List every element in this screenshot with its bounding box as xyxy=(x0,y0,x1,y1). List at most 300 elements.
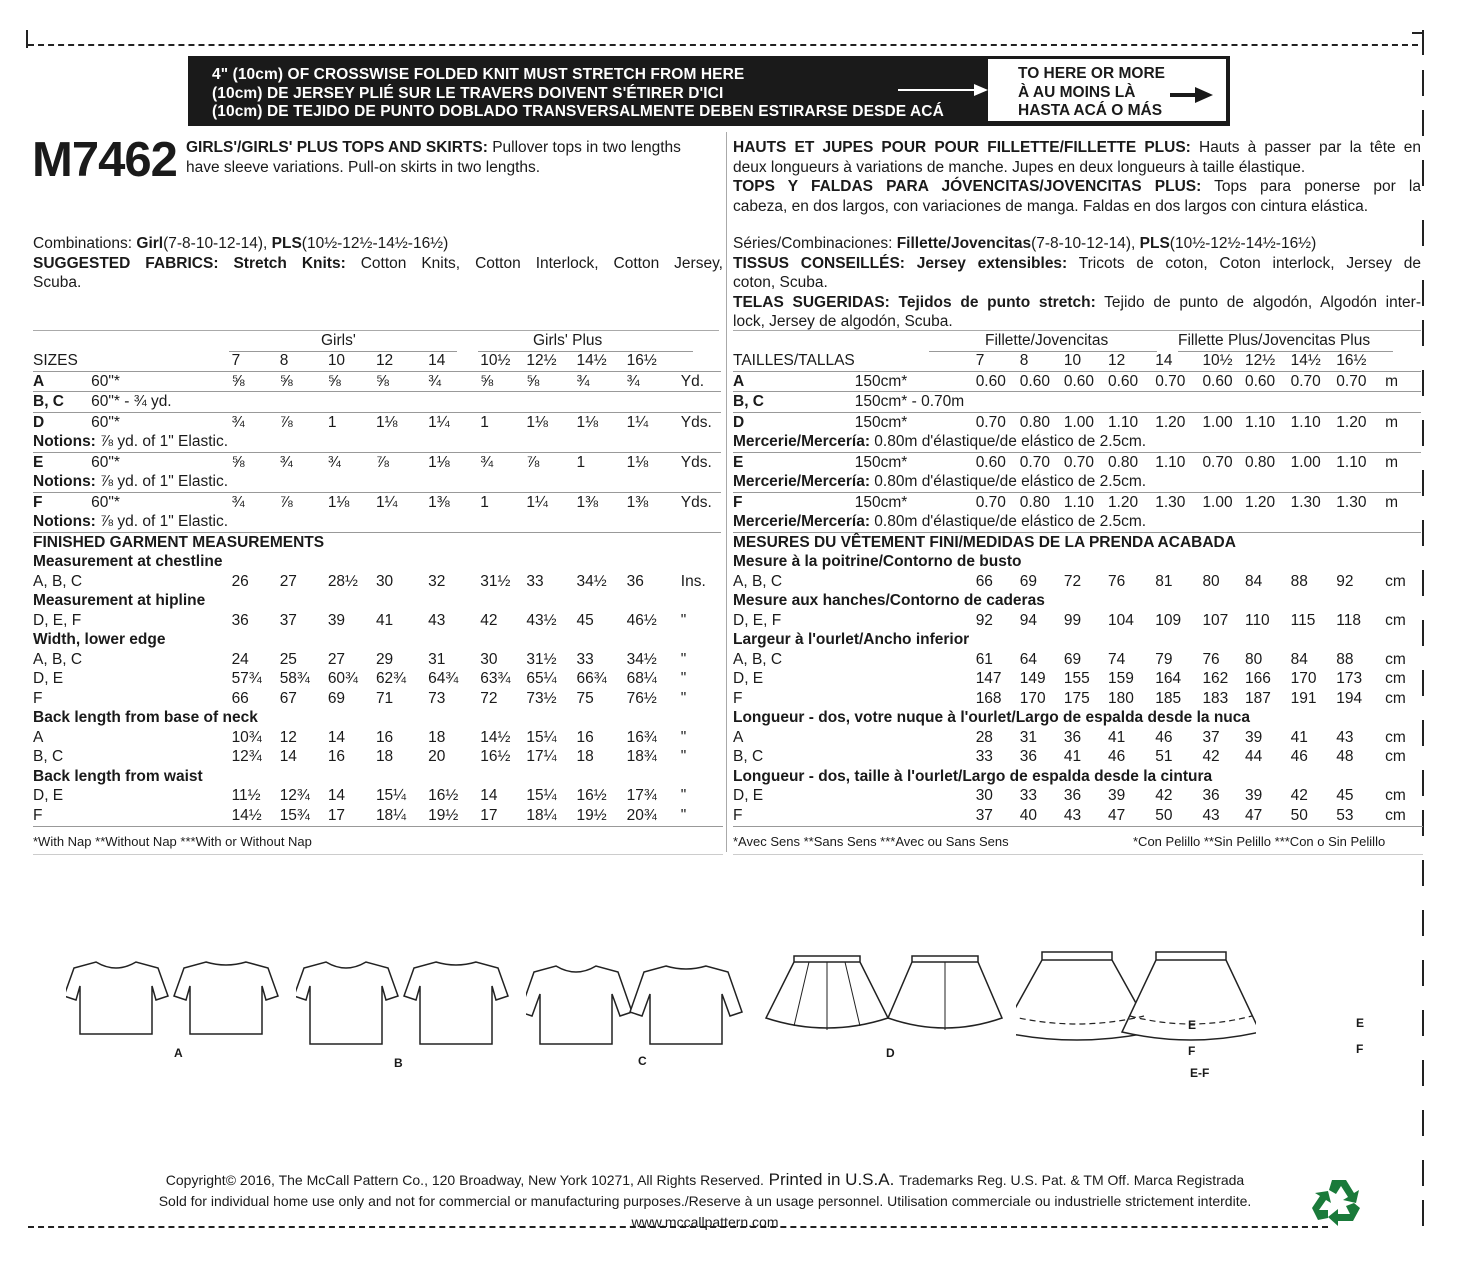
table-row xyxy=(733,689,1421,709)
table-cell: 107 xyxy=(1202,611,1229,629)
view-label-e: E xyxy=(1188,1018,1197,1032)
table-row xyxy=(33,412,721,432)
fr-fabrics-title: TISSUS CONSEILLÉS: Jersey extensibles: xyxy=(733,254,1068,272)
table-cell: F xyxy=(33,806,43,824)
table-cell: ¾ xyxy=(280,452,328,472)
table-cell: 18¼ xyxy=(375,806,407,824)
notions-label: Notions: xyxy=(33,473,96,490)
table-cell: " xyxy=(680,650,687,668)
table-row xyxy=(33,630,721,650)
en-fabrics: Cotton Knits, Cotton Interlock, Cotton Jersey, xyxy=(345,254,723,272)
table-cell: ⅞ xyxy=(280,412,328,432)
en-yardage-table xyxy=(33,351,721,825)
table-cell: 12 xyxy=(279,728,297,746)
size-header: 7 xyxy=(231,352,241,369)
notions-label: Notions: xyxy=(33,433,96,450)
table-cell: 1¼ xyxy=(627,412,681,432)
table-cell: 45 xyxy=(576,611,594,629)
table-cell: 76 xyxy=(1107,572,1126,590)
table-cell: 149 xyxy=(1019,670,1046,687)
cut-tick xyxy=(1422,420,1424,446)
table-row xyxy=(733,806,1421,826)
table-cell: ¾ xyxy=(480,452,526,472)
notions-text: ⅞ yd. of 1" Elastic. xyxy=(95,473,229,490)
gauge-line-fr: (10cm) DE JERSEY PLIÉ SUR LE TRAVERS DOIVENT S'ÉTIRER D'ICI xyxy=(212,84,724,102)
table-cell: 39 xyxy=(327,611,346,629)
table-cell: cm xyxy=(1385,572,1406,590)
table-cell: 47 xyxy=(1107,806,1126,824)
table-row xyxy=(733,572,1421,592)
table-cell: 88 xyxy=(1336,650,1354,668)
cut-tick xyxy=(1422,810,1424,836)
table-cell: F xyxy=(33,689,43,707)
size-header: 7 xyxy=(975,352,985,369)
table-cell: Yd. xyxy=(681,371,721,392)
table-cell: 76 xyxy=(1202,650,1220,668)
table-cell: 36 xyxy=(626,572,644,590)
es-fabrics-line2: lock, Jersey de algodón, Scuba. xyxy=(733,313,953,330)
table-cell: 36 xyxy=(1063,728,1082,746)
table-cell: 1¼ xyxy=(526,492,576,512)
table-cell: 74 xyxy=(1107,650,1126,668)
gauge-target-fr: À AU MOINS LÀ xyxy=(1018,83,1136,101)
pattern-number: M7462 xyxy=(32,133,177,187)
table-cell: 45 xyxy=(1336,787,1354,804)
table-cell: D, E xyxy=(733,670,764,687)
table-cell: 118 xyxy=(1336,611,1361,629)
table-cell: 17 xyxy=(327,806,346,824)
table-cell: 166 xyxy=(1244,670,1271,687)
table-cell: 31½ xyxy=(526,650,557,668)
combos-label: Combinations: xyxy=(33,235,137,252)
table-cell: 94 xyxy=(1019,611,1038,629)
table-cell: m xyxy=(1385,452,1421,472)
table-cell: D, E, F xyxy=(733,611,782,629)
table-cell: 16 xyxy=(375,728,394,746)
table-cell: 84 xyxy=(1290,650,1308,668)
fr-title-rest: Hauts à passer par la tête en xyxy=(1190,139,1421,156)
table-cell: 39 xyxy=(1244,728,1263,746)
table-row xyxy=(733,767,1421,787)
view-a-drawings xyxy=(66,956,286,1046)
table-cell: 150cm* xyxy=(855,371,976,392)
table-cell: 170 xyxy=(1290,670,1317,687)
table-cell: 18 xyxy=(375,748,394,765)
table-cell: 18 xyxy=(576,748,594,765)
top-front-c xyxy=(526,966,632,1044)
table-cell: 1⅛ xyxy=(526,412,576,432)
cut-tick xyxy=(1422,570,1424,596)
table-cell: 84 xyxy=(1244,572,1263,590)
notions-label: Mercerie/Mercería: xyxy=(733,473,870,490)
table-cell: 1.10 xyxy=(1291,412,1337,432)
gauge-line-es: (10cm) DE TEJIDO DE PUNTO DOBLADO TRANSVERSALMENTE DEBEN ESTIRARSE DESDE ACÁ xyxy=(212,103,944,120)
table-cell: 67 xyxy=(279,689,297,707)
table-head-row xyxy=(33,351,721,371)
table-cell: 33 xyxy=(1019,787,1038,804)
table-cell: 11½ xyxy=(231,787,261,804)
table-cell: 0.70 xyxy=(1202,452,1245,472)
table-row xyxy=(733,532,1421,552)
table-cell: 42 xyxy=(1155,787,1173,804)
table-cell: 60"* xyxy=(91,371,231,392)
table-cell: 47 xyxy=(1244,806,1263,824)
size-header: 8 xyxy=(279,352,289,369)
footnote-rule xyxy=(33,826,723,827)
gauge-line-en: 4" (10cm) OF CROSSWISE FOLDED KNIT MUST STRETCH FROM HERE xyxy=(212,66,745,83)
es-footnote: *Con Pelillo **Sin Pelillo ***Con o Sin Pelillo xyxy=(1133,834,1386,849)
measurement-heading: Longueur - dos, votre nuque à l'ourlet/Largo de espalda desde la nuca xyxy=(733,709,1250,726)
table-row xyxy=(733,669,1421,689)
table-cell: 150cm* xyxy=(855,412,976,432)
table-cell: ¾ xyxy=(232,492,280,512)
table-cell: 72 xyxy=(480,689,498,707)
table-cell: 32 xyxy=(428,572,446,590)
table-cell: 43 xyxy=(428,611,446,629)
table-cell: 10¾ xyxy=(231,728,262,746)
table-cell: 60"* xyxy=(91,452,231,472)
table-cell: 1.00 xyxy=(1202,492,1245,512)
size-header: 14 xyxy=(428,352,446,369)
table-cell: " xyxy=(680,689,687,707)
combos-pls-sizes: (10½-12½-14½-16½) xyxy=(301,235,449,252)
table-cell: B, C xyxy=(733,748,764,765)
cut-tick xyxy=(1422,770,1424,796)
table-row xyxy=(33,786,721,806)
table-cell: ⅝ xyxy=(328,371,376,392)
size-header: 14½ xyxy=(1290,352,1321,369)
table-cell: 36 xyxy=(1019,748,1038,765)
table-cell: 1 xyxy=(480,492,526,512)
table-cell: 14 xyxy=(327,728,346,746)
table-cell: B, C xyxy=(733,392,855,413)
table-cell: cm xyxy=(1385,748,1406,765)
table-cell: 68¼ xyxy=(626,670,657,687)
table-cell: 41 xyxy=(1107,728,1126,746)
cut-tick xyxy=(1422,280,1424,306)
cut-tick xyxy=(1422,1160,1424,1186)
table-cell: " xyxy=(680,728,687,746)
table-cell: 26 xyxy=(231,572,249,590)
table-cell: 27 xyxy=(279,572,297,590)
table-cell: cm xyxy=(1385,650,1406,668)
table-cell: 19½ xyxy=(576,806,607,824)
table-cell: D xyxy=(733,412,855,432)
table-cell: 24 xyxy=(231,650,249,668)
top-back-c xyxy=(630,966,742,1044)
notions-label: Mercerie/Mercería: xyxy=(733,513,870,530)
table-cell: cm xyxy=(1385,728,1406,746)
notions-text: ⅞ yd. of 1" Elastic. xyxy=(95,513,229,530)
table-cell: 170 xyxy=(1019,689,1046,707)
table-cell: 57¾ xyxy=(231,670,262,687)
en-fabrics-title: SUGGESTED FABRICS: Stretch Knits: xyxy=(33,254,346,272)
table-cell: 150cm* xyxy=(855,452,976,472)
table-cell: D xyxy=(33,412,91,432)
sizes-header: TAILLES/TALLAS xyxy=(733,352,855,369)
footnote-rule xyxy=(733,854,1423,855)
table-cell: 14 xyxy=(480,787,498,804)
notions-label: Mercerie/Mercería: xyxy=(733,433,870,450)
notions-cell xyxy=(733,512,1421,532)
group-girls-plus: Girls' Plus xyxy=(533,332,603,349)
size-header: 12½ xyxy=(526,352,557,369)
size-header xyxy=(91,351,231,371)
table-cell: 34½ xyxy=(626,650,657,668)
gauge-target-en: TO HERE OR MORE xyxy=(1018,65,1165,82)
fr-combinations xyxy=(733,234,1421,332)
table-cell: 80 xyxy=(1244,650,1263,668)
table-cell: 43½ xyxy=(526,611,557,629)
table-cell: " xyxy=(680,787,687,804)
size-header: 10½ xyxy=(1202,352,1233,369)
table-cell: 14 xyxy=(279,748,297,765)
table-cell: 42 xyxy=(1290,787,1308,804)
view-label-c: C xyxy=(638,1054,647,1068)
table-cell: Yds. xyxy=(681,412,721,432)
table-cell: 0.70 xyxy=(976,492,1020,512)
table-cell: F xyxy=(733,806,743,824)
table-cell: 155 xyxy=(1063,670,1090,687)
table-cell: 180 xyxy=(1107,689,1134,707)
target-arrow-icon xyxy=(1170,93,1198,97)
table-cell: 104 xyxy=(1107,611,1134,629)
measurement-heading: Longueur - dos, taille à l'ourlet/Largo de espalda desde la cintura xyxy=(733,767,1213,785)
table-cell: 30 xyxy=(375,572,394,590)
corner-mark xyxy=(1412,32,1424,34)
table-row xyxy=(33,452,721,472)
table-cell: 19½ xyxy=(428,806,459,824)
table-cell: ⅝ xyxy=(232,371,280,392)
notions-text: 0.80m d'élastique/de elástico de 2.5cm. xyxy=(870,433,1147,450)
copyright-line: Copyright© 2016, The McCall Pattern Co., 120 Broadway, New York 10271, All Rights Reserved. xyxy=(165,1172,764,1188)
cut-tick xyxy=(1422,220,1424,246)
gauge-target-box xyxy=(988,59,1226,121)
table-cell: 60"* - ¾ yd. xyxy=(91,392,721,413)
table-cell: 159 xyxy=(1107,670,1134,687)
table-row xyxy=(733,630,1421,650)
table-cell: 36 xyxy=(1063,787,1082,804)
table-cell: 15¼ xyxy=(526,728,557,746)
fr-combos-pls-sizes: (10½-12½-14½-16½) xyxy=(1169,235,1317,252)
recycle-icon xyxy=(1310,1176,1368,1226)
table-cell: ⅞ xyxy=(280,492,328,512)
table-cell: 18¼ xyxy=(526,806,557,824)
table-cell: 16 xyxy=(576,728,594,746)
gauge-arrow-icon xyxy=(898,89,978,91)
view-label-e2: E xyxy=(1356,1016,1365,1030)
notions-cell xyxy=(33,512,721,532)
table-cell: 162 xyxy=(1202,670,1229,687)
table-row xyxy=(733,432,1421,452)
table-cell: 1⅜ xyxy=(627,492,681,512)
fr-group-plus: Fillette Plus/Jovencitas Plus xyxy=(1178,332,1371,349)
table-cell: B, C xyxy=(33,748,64,765)
table-cell: 69 xyxy=(1019,572,1038,590)
table-cell: ⅝ xyxy=(480,371,526,392)
table-cell: 64 xyxy=(1019,650,1038,668)
table-cell: 50 xyxy=(1290,806,1308,824)
table-cell: 46 xyxy=(1290,748,1308,765)
table-cell: 39 xyxy=(1244,787,1263,804)
table-cell: cm xyxy=(1385,670,1406,687)
table-cell: 37 xyxy=(1202,728,1220,746)
measurement-heading: Largeur à l'ourlet/Ancho inferior xyxy=(733,631,970,648)
table-cell: 25 xyxy=(279,650,297,668)
table-cell: Yds. xyxy=(681,492,721,512)
en-footnote: *With Nap **Without Nap ***With or Without Nap xyxy=(33,834,312,849)
sizes-header: SIZES xyxy=(33,352,78,369)
table-cell: 187 xyxy=(1244,689,1271,707)
table-cell: m xyxy=(1385,492,1421,512)
combos-girl: Girl xyxy=(136,235,164,252)
table-cell: ⅝ xyxy=(526,371,576,392)
table-cell: 69 xyxy=(327,689,346,707)
measurement-heading: Measurement at hipline xyxy=(33,592,206,609)
table-row xyxy=(733,728,1421,748)
cut-tick xyxy=(1422,860,1424,886)
table-row xyxy=(733,472,1421,492)
table-cell: 42 xyxy=(480,611,498,629)
fr-combos-pls: PLS xyxy=(1139,235,1170,252)
table-row xyxy=(33,472,721,492)
size-header: 10½ xyxy=(480,352,511,369)
view-label-d: D xyxy=(886,1046,895,1060)
cut-tick xyxy=(1422,620,1424,646)
notions-label: Notions: xyxy=(33,513,96,530)
target-arrowhead-icon xyxy=(1195,87,1213,103)
table-cell: 16½ xyxy=(576,787,607,804)
table-cell: 41 xyxy=(1290,728,1308,746)
size-header: 8 xyxy=(1019,352,1029,369)
measurement-heading: Mesure aux hanches/Contorno de caderas xyxy=(733,592,1045,609)
table-cell: 1⅛ xyxy=(376,412,428,432)
table-cell: 14½ xyxy=(480,728,511,746)
gauge-target-es: HASTA ACÁ O MÁS xyxy=(1018,102,1163,119)
measurement-heading: Back length from waist xyxy=(33,767,203,785)
table-cell: 0.70 xyxy=(1336,371,1385,392)
table-cell: 12¾ xyxy=(279,787,310,804)
table-cell: 0.60 xyxy=(1020,371,1064,392)
notions-cell xyxy=(733,432,1421,452)
table-cell: 66¾ xyxy=(576,670,607,687)
table-cell: 16½ xyxy=(480,748,511,765)
table-row xyxy=(33,806,721,826)
table-cell: 18¾ xyxy=(626,748,657,765)
table-cell: ⅝ xyxy=(280,371,328,392)
table-cell: 46 xyxy=(1155,728,1173,746)
table-cell: 110 xyxy=(1244,611,1270,629)
table-cell: 88 xyxy=(1290,572,1308,590)
table-cell: 58¾ xyxy=(279,670,310,687)
table-cell: F xyxy=(33,492,91,512)
table-cell: 48 xyxy=(1336,748,1354,765)
table-row xyxy=(33,371,721,392)
section-heading: MESURES DU VÊTEMENT FINI/MEDIDAS DE LA PRENDA ACABADA xyxy=(733,532,1421,552)
notions-cell xyxy=(33,472,721,492)
en-size-groups xyxy=(33,332,723,352)
cut-tick xyxy=(1422,1200,1424,1226)
table-cell: ⅞ xyxy=(376,452,428,472)
table-row xyxy=(733,552,1421,572)
fr-title: HAUTS ET JUPES POUR POUR FILLETTE/FILLETTE PLUS: xyxy=(733,139,1191,156)
table-cell: F xyxy=(733,689,743,707)
table-cell: 17 xyxy=(480,806,498,824)
top-front-b xyxy=(296,962,398,1044)
table-cell: 1.20 xyxy=(1336,412,1385,432)
table-cell: 1.00 xyxy=(1291,452,1337,472)
table-cell: Ins. xyxy=(680,572,706,590)
table-row xyxy=(33,747,721,767)
table-row xyxy=(733,708,1421,728)
table-cell: 37 xyxy=(279,611,297,629)
table-cell: 1⅛ xyxy=(428,452,480,472)
table-cell: 0.70 xyxy=(1020,452,1064,472)
section-heading: FINISHED GARMENT MEASUREMENTS xyxy=(33,532,721,552)
table-cell: 0.60 xyxy=(1202,371,1245,392)
top-front-a xyxy=(66,962,168,1034)
table-cell: 0.80 xyxy=(1020,412,1064,432)
table-cell: 1.10 xyxy=(1064,492,1108,512)
table-cell: 31 xyxy=(428,650,446,668)
table-cell: 92 xyxy=(1336,572,1354,590)
fr-title-line2: deux longueurs à variations de manche. Jupes en deux longueurs à taille élastique. xyxy=(733,158,1306,176)
table-cell: ¾ xyxy=(328,452,376,472)
table-cell: A, B, C xyxy=(33,572,83,590)
group-girls: Girls' xyxy=(321,332,356,349)
table-cell: 33 xyxy=(576,650,594,668)
table-cell: 33 xyxy=(526,572,544,590)
table-cell: 31 xyxy=(1019,728,1038,746)
table-cell: 34½ xyxy=(576,572,607,590)
en-description xyxy=(186,138,722,177)
column-divider xyxy=(726,132,727,852)
top-cut-line xyxy=(28,44,1418,46)
table-cell: 99 xyxy=(1063,611,1082,629)
table-cell: 18 xyxy=(428,728,446,746)
table-cell: 75 xyxy=(576,689,594,707)
table-cell: 1.00 xyxy=(1064,412,1108,432)
table-cell: D, E, F xyxy=(33,611,82,629)
cut-tick xyxy=(1422,370,1424,396)
table-cell: 37 xyxy=(975,806,993,824)
size-header: 16½ xyxy=(1336,352,1367,369)
table-row xyxy=(733,492,1421,512)
table-cell: 43 xyxy=(1336,728,1354,746)
table-cell: 1.20 xyxy=(1245,492,1291,512)
website: www.mccallpattern.com xyxy=(631,1214,779,1230)
table-cell: 29 xyxy=(375,650,394,668)
table-cell: 0.60 xyxy=(976,452,1020,472)
table-cell: 80 xyxy=(1202,572,1220,590)
table-cell: cm xyxy=(1385,611,1406,629)
table-row xyxy=(33,728,721,748)
table-cell: 1⅛ xyxy=(328,492,376,512)
table-cell: 64¾ xyxy=(428,670,459,687)
table-cell: A xyxy=(33,371,91,392)
table-cell: 168 xyxy=(975,689,1002,707)
table-cell: ⅞ xyxy=(526,452,576,472)
table-cell: 60"* xyxy=(91,412,231,432)
table-cell: A xyxy=(733,728,744,746)
copyright-block xyxy=(0,1170,1410,1232)
table-cell: 79 xyxy=(1155,650,1173,668)
table-cell: E xyxy=(33,452,91,472)
view-c-drawings xyxy=(526,960,746,1060)
table-cell: 20¾ xyxy=(626,806,657,824)
measurement-heading: Mesure à la poitrine/Contorno de busto xyxy=(733,553,1022,570)
notions-text: ⅞ yd. of 1" Elastic. xyxy=(95,433,229,450)
